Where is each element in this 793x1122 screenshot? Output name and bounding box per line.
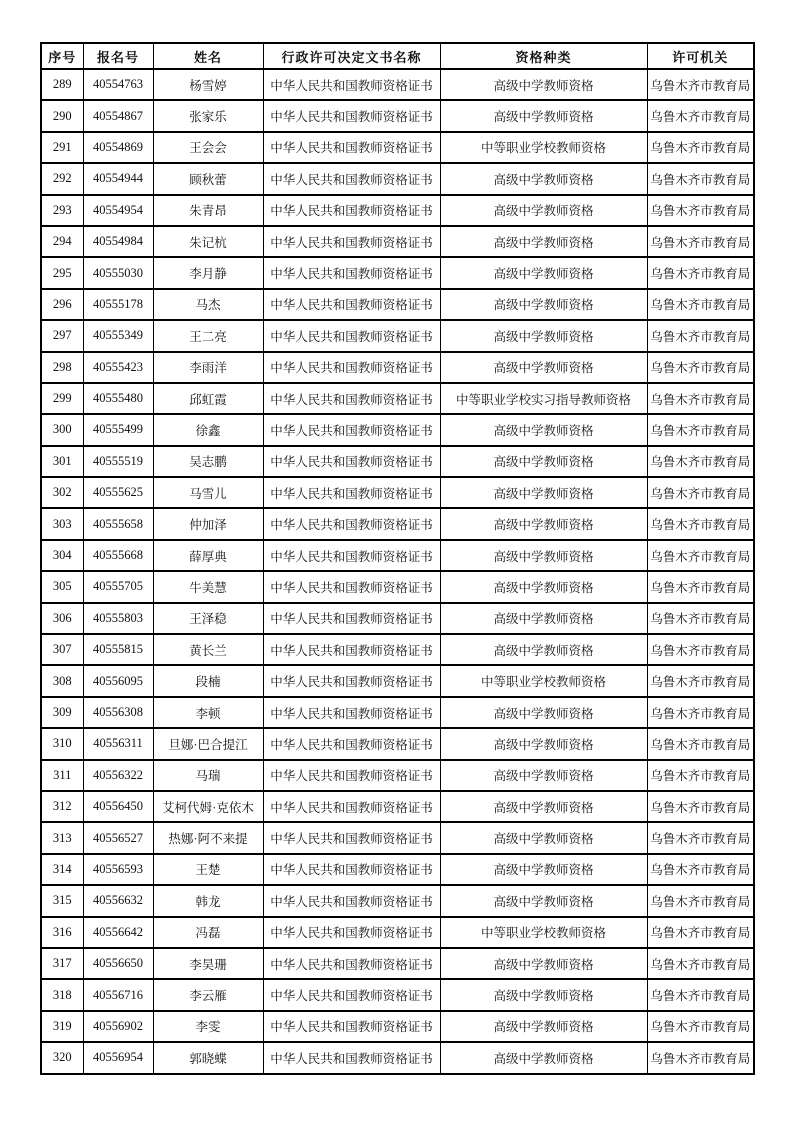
table-row	[41, 508, 754, 539]
cell-index: 294	[41, 226, 83, 257]
cell-reg-no: 40555423	[83, 352, 153, 383]
cell-qualification: 高级中学教师资格	[440, 226, 647, 257]
cell-document: 中华人民共和国教师资格证书	[263, 885, 440, 916]
table-row	[41, 634, 754, 665]
cell-document: 中华人民共和国教师资格证书	[263, 195, 440, 226]
cell-qualification: 高级中学教师资格	[440, 571, 647, 602]
cell-index: 296	[41, 289, 83, 320]
cell-document: 中华人民共和国教师资格证书	[263, 226, 440, 257]
cell-document: 中华人民共和国教师资格证书	[263, 383, 440, 414]
table-row	[41, 603, 754, 634]
cell-qualification: 中等职业学校教师资格	[440, 132, 647, 163]
cell-document: 中华人民共和国教师资格证书	[263, 446, 440, 477]
cell-name: 杨雪婷	[153, 69, 263, 100]
cell-authority: 乌鲁木齐市教育局	[647, 257, 754, 288]
cell-qualification: 高级中学教师资格	[440, 163, 647, 194]
cell-document: 中华人民共和国教师资格证书	[263, 414, 440, 445]
cell-authority: 乌鲁木齐市教育局	[647, 320, 754, 351]
cell-document: 中华人民共和国教师资格证书	[263, 100, 440, 131]
cell-reg-no: 40556593	[83, 854, 153, 885]
cell-document: 中华人民共和国教师资格证书	[263, 289, 440, 320]
cell-reg-no: 40554954	[83, 195, 153, 226]
table-row	[41, 195, 754, 226]
cell-name: 韩龙	[153, 885, 263, 916]
cell-document: 中华人民共和国教师资格证书	[263, 760, 440, 791]
cell-document: 中华人民共和国教师资格证书	[263, 634, 440, 665]
cell-document: 中华人民共和国教师资格证书	[263, 132, 440, 163]
cell-index: 303	[41, 508, 83, 539]
cell-name: 热娜·阿不来提	[153, 822, 263, 853]
cell-reg-no: 40556902	[83, 1011, 153, 1042]
cell-document: 中华人民共和国教师资格证书	[263, 571, 440, 602]
cell-authority: 乌鲁木齐市教育局	[647, 446, 754, 477]
cell-name: 徐鑫	[153, 414, 263, 445]
cell-authority: 乌鲁木齐市教育局	[647, 634, 754, 665]
table-row	[41, 1011, 754, 1042]
cell-qualification: 高级中学教师资格	[440, 414, 647, 445]
cell-index: 306	[41, 603, 83, 634]
cell-index: 315	[41, 885, 83, 916]
cell-qualification: 高级中学教师资格	[440, 728, 647, 759]
cell-qualification: 高级中学教师资格	[440, 697, 647, 728]
cell-authority: 乌鲁木齐市教育局	[647, 1042, 754, 1073]
cell-name: 吴志鹏	[153, 446, 263, 477]
cell-index: 320	[41, 1042, 83, 1073]
cell-index: 290	[41, 100, 83, 131]
cell-index: 295	[41, 257, 83, 288]
cell-authority: 乌鲁木齐市教育局	[647, 603, 754, 634]
cell-index: 309	[41, 697, 83, 728]
cell-qualification: 高级中学教师资格	[440, 69, 647, 100]
cell-name: 旦娜·巴合提江	[153, 728, 263, 759]
cell-qualification: 高级中学教师资格	[440, 854, 647, 885]
cell-authority: 乌鲁木齐市教育局	[647, 69, 754, 100]
header-authority: 许可机关	[647, 43, 754, 69]
cell-authority: 乌鲁木齐市教育局	[647, 728, 754, 759]
table-row	[41, 69, 754, 100]
cell-authority: 乌鲁木齐市教育局	[647, 289, 754, 320]
cell-document: 中华人民共和国教师资格证书	[263, 979, 440, 1010]
cell-authority: 乌鲁木齐市教育局	[647, 352, 754, 383]
cell-qualification: 高级中学教师资格	[440, 979, 647, 1010]
cell-reg-no: 40555815	[83, 634, 153, 665]
cell-qualification: 高级中学教师资格	[440, 289, 647, 320]
cell-document: 中华人民共和国教师资格证书	[263, 540, 440, 571]
cell-qualification: 高级中学教师资格	[440, 822, 647, 853]
table-row	[41, 885, 754, 916]
cell-reg-no: 40556311	[83, 728, 153, 759]
cell-index: 317	[41, 948, 83, 979]
cell-name: 王会会	[153, 132, 263, 163]
cell-authority: 乌鲁木齐市教育局	[647, 383, 754, 414]
cell-reg-no: 40556716	[83, 979, 153, 1010]
table-row	[41, 665, 754, 696]
cell-qualification: 中等职业学校教师资格	[440, 665, 647, 696]
cell-reg-no: 40554944	[83, 163, 153, 194]
cell-authority: 乌鲁木齐市教育局	[647, 917, 754, 948]
cell-index: 304	[41, 540, 83, 571]
cell-index: 297	[41, 320, 83, 351]
cell-authority: 乌鲁木齐市教育局	[647, 854, 754, 885]
cell-name: 艾柯代姆·克依木	[153, 791, 263, 822]
cell-reg-no: 40554867	[83, 100, 153, 131]
cell-qualification: 高级中学教师资格	[440, 1042, 647, 1073]
table-row	[41, 697, 754, 728]
cell-name: 马杰	[153, 289, 263, 320]
cell-index: 313	[41, 822, 83, 853]
cell-index: 305	[41, 571, 83, 602]
cell-name: 王二亮	[153, 320, 263, 351]
cell-name: 李雯	[153, 1011, 263, 1042]
cell-index: 307	[41, 634, 83, 665]
cell-qualification: 高级中学教师资格	[440, 791, 647, 822]
table-header-row	[41, 43, 754, 69]
cell-qualification: 中等职业学校教师资格	[440, 917, 647, 948]
cell-authority: 乌鲁木齐市教育局	[647, 697, 754, 728]
header-index: 序号	[41, 43, 83, 69]
cell-authority: 乌鲁木齐市教育局	[647, 414, 754, 445]
cell-qualification: 中等职业学校实习指导教师资格	[440, 383, 647, 414]
cell-name: 朱记杭	[153, 226, 263, 257]
cell-reg-no: 40555499	[83, 414, 153, 445]
cell-authority: 乌鲁木齐市教育局	[647, 822, 754, 853]
cell-qualification: 高级中学教师资格	[440, 195, 647, 226]
cell-document: 中华人民共和国教师资格证书	[263, 603, 440, 634]
cell-document: 中华人民共和国教师资格证书	[263, 822, 440, 853]
cell-name: 邱虹霞	[153, 383, 263, 414]
table-row	[41, 760, 754, 791]
cell-document: 中华人民共和国教师资格证书	[263, 257, 440, 288]
cell-index: 302	[41, 477, 83, 508]
cell-authority: 乌鲁木齐市教育局	[647, 665, 754, 696]
cell-name: 王泽稳	[153, 603, 263, 634]
cell-qualification: 高级中学教师资格	[440, 320, 647, 351]
cell-authority: 乌鲁木齐市教育局	[647, 979, 754, 1010]
cell-reg-no: 40555668	[83, 540, 153, 571]
cell-index: 293	[41, 195, 83, 226]
table-row	[41, 948, 754, 979]
cell-reg-no: 40555178	[83, 289, 153, 320]
cell-qualification: 高级中学教师资格	[440, 760, 647, 791]
header-name: 姓名	[153, 43, 263, 69]
table-row	[41, 100, 754, 131]
cell-authority: 乌鲁木齐市教育局	[647, 508, 754, 539]
table-row	[41, 979, 754, 1010]
cell-index: 316	[41, 917, 83, 948]
table-row	[41, 791, 754, 822]
cell-authority: 乌鲁木齐市教育局	[647, 791, 754, 822]
cell-name: 牛美慧	[153, 571, 263, 602]
cell-name: 顾秋蕾	[153, 163, 263, 194]
table-row	[41, 540, 754, 571]
cell-name: 马雪儿	[153, 477, 263, 508]
cell-reg-no: 40555519	[83, 446, 153, 477]
cell-index: 292	[41, 163, 83, 194]
cell-reg-no: 40554763	[83, 69, 153, 100]
cell-reg-no: 40555349	[83, 320, 153, 351]
cell-index: 310	[41, 728, 83, 759]
cell-qualification: 高级中学教师资格	[440, 885, 647, 916]
cell-name: 李顿	[153, 697, 263, 728]
cell-index: 298	[41, 352, 83, 383]
cell-reg-no: 40556954	[83, 1042, 153, 1073]
cell-name: 段楠	[153, 665, 263, 696]
cell-name: 薛厚典	[153, 540, 263, 571]
cell-index: 291	[41, 132, 83, 163]
table-row	[41, 352, 754, 383]
table-row	[41, 477, 754, 508]
cell-name: 黄长兰	[153, 634, 263, 665]
table-row	[41, 320, 754, 351]
cell-authority: 乌鲁木齐市教育局	[647, 885, 754, 916]
table-row	[41, 917, 754, 948]
table-row	[41, 163, 754, 194]
cell-name: 李雨洋	[153, 352, 263, 383]
cell-reg-no: 40556095	[83, 665, 153, 696]
header-document: 行政许可决定文书名称	[263, 43, 440, 69]
cell-authority: 乌鲁木齐市教育局	[647, 1011, 754, 1042]
cell-document: 中华人民共和国教师资格证书	[263, 728, 440, 759]
table-row	[41, 728, 754, 759]
header-qualification: 资格种类	[440, 43, 647, 69]
cell-reg-no: 40556642	[83, 917, 153, 948]
table-row	[41, 854, 754, 885]
table-row	[41, 226, 754, 257]
table-row	[41, 571, 754, 602]
cell-reg-no: 40556632	[83, 885, 153, 916]
cell-authority: 乌鲁木齐市教育局	[647, 571, 754, 602]
cell-document: 中华人民共和国教师资格证书	[263, 477, 440, 508]
cell-reg-no: 40555625	[83, 477, 153, 508]
cell-authority: 乌鲁木齐市教育局	[647, 132, 754, 163]
cell-reg-no: 40555803	[83, 603, 153, 634]
cell-document: 中华人民共和国教师资格证书	[263, 665, 440, 696]
cell-reg-no: 40556308	[83, 697, 153, 728]
cell-index: 289	[41, 69, 83, 100]
header-reg-no: 报名号	[83, 43, 153, 69]
cell-reg-no: 40555658	[83, 508, 153, 539]
cell-name: 仲加泽	[153, 508, 263, 539]
cell-qualification: 高级中学教师资格	[440, 1011, 647, 1042]
cell-qualification: 高级中学教师资格	[440, 508, 647, 539]
table-row	[41, 383, 754, 414]
table-row	[41, 1042, 754, 1073]
cell-authority: 乌鲁木齐市教育局	[647, 540, 754, 571]
cell-index: 314	[41, 854, 83, 885]
cell-document: 中华人民共和国教师资格证书	[263, 163, 440, 194]
table-row	[41, 132, 754, 163]
cell-name: 李月静	[153, 257, 263, 288]
cell-document: 中华人民共和国教师资格证书	[263, 917, 440, 948]
table-body	[41, 69, 754, 1074]
cell-reg-no: 40555480	[83, 383, 153, 414]
cell-document: 中华人民共和国教师资格证书	[263, 1042, 440, 1073]
cell-name: 马瑞	[153, 760, 263, 791]
table-row	[41, 446, 754, 477]
cell-reg-no: 40555705	[83, 571, 153, 602]
cell-name: 李昊珊	[153, 948, 263, 979]
cell-reg-no: 40554869	[83, 132, 153, 163]
table-row	[41, 822, 754, 853]
cell-document: 中华人民共和国教师资格证书	[263, 352, 440, 383]
cell-document: 中华人民共和国教师资格证书	[263, 508, 440, 539]
cell-qualification: 高级中学教师资格	[440, 446, 647, 477]
cell-document: 中华人民共和国教师资格证书	[263, 1011, 440, 1042]
cell-reg-no: 40556527	[83, 822, 153, 853]
cell-document: 中华人民共和国教师资格证书	[263, 948, 440, 979]
cell-index: 299	[41, 383, 83, 414]
cell-qualification: 高级中学教师资格	[440, 603, 647, 634]
table-row	[41, 257, 754, 288]
cell-qualification: 高级中学教师资格	[440, 352, 647, 383]
cell-name: 李云雁	[153, 979, 263, 1010]
cell-index: 301	[41, 446, 83, 477]
cell-qualification: 高级中学教师资格	[440, 100, 647, 131]
license-roster-table	[40, 42, 755, 1075]
cell-index: 300	[41, 414, 83, 445]
cell-name: 张家乐	[153, 100, 263, 131]
cell-qualification: 高级中学教师资格	[440, 257, 647, 288]
cell-authority: 乌鲁木齐市教育局	[647, 100, 754, 131]
cell-index: 319	[41, 1011, 83, 1042]
cell-qualification: 高级中学教师资格	[440, 540, 647, 571]
cell-document: 中华人民共和国教师资格证书	[263, 697, 440, 728]
cell-document: 中华人民共和国教师资格证书	[263, 69, 440, 100]
cell-reg-no: 40556650	[83, 948, 153, 979]
cell-document: 中华人民共和国教师资格证书	[263, 320, 440, 351]
cell-authority: 乌鲁木齐市教育局	[647, 195, 754, 226]
cell-name: 朱青昂	[153, 195, 263, 226]
cell-qualification: 高级中学教师资格	[440, 948, 647, 979]
cell-authority: 乌鲁木齐市教育局	[647, 226, 754, 257]
cell-name: 王楚	[153, 854, 263, 885]
cell-index: 308	[41, 665, 83, 696]
cell-document: 中华人民共和国教师资格证书	[263, 791, 440, 822]
cell-authority: 乌鲁木齐市教育局	[647, 163, 754, 194]
cell-qualification: 高级中学教师资格	[440, 634, 647, 665]
cell-authority: 乌鲁木齐市教育局	[647, 948, 754, 979]
cell-index: 318	[41, 979, 83, 1010]
cell-index: 312	[41, 791, 83, 822]
cell-reg-no: 40556322	[83, 760, 153, 791]
table-row	[41, 414, 754, 445]
cell-document: 中华人民共和国教师资格证书	[263, 854, 440, 885]
table-row	[41, 289, 754, 320]
cell-reg-no: 40554984	[83, 226, 153, 257]
cell-reg-no: 40556450	[83, 791, 153, 822]
cell-name: 郭晓蝶	[153, 1042, 263, 1073]
cell-reg-no: 40555030	[83, 257, 153, 288]
cell-name: 冯磊	[153, 917, 263, 948]
cell-authority: 乌鲁木齐市教育局	[647, 477, 754, 508]
cell-qualification: 高级中学教师资格	[440, 477, 647, 508]
cell-authority: 乌鲁木齐市教育局	[647, 760, 754, 791]
cell-index: 311	[41, 760, 83, 791]
